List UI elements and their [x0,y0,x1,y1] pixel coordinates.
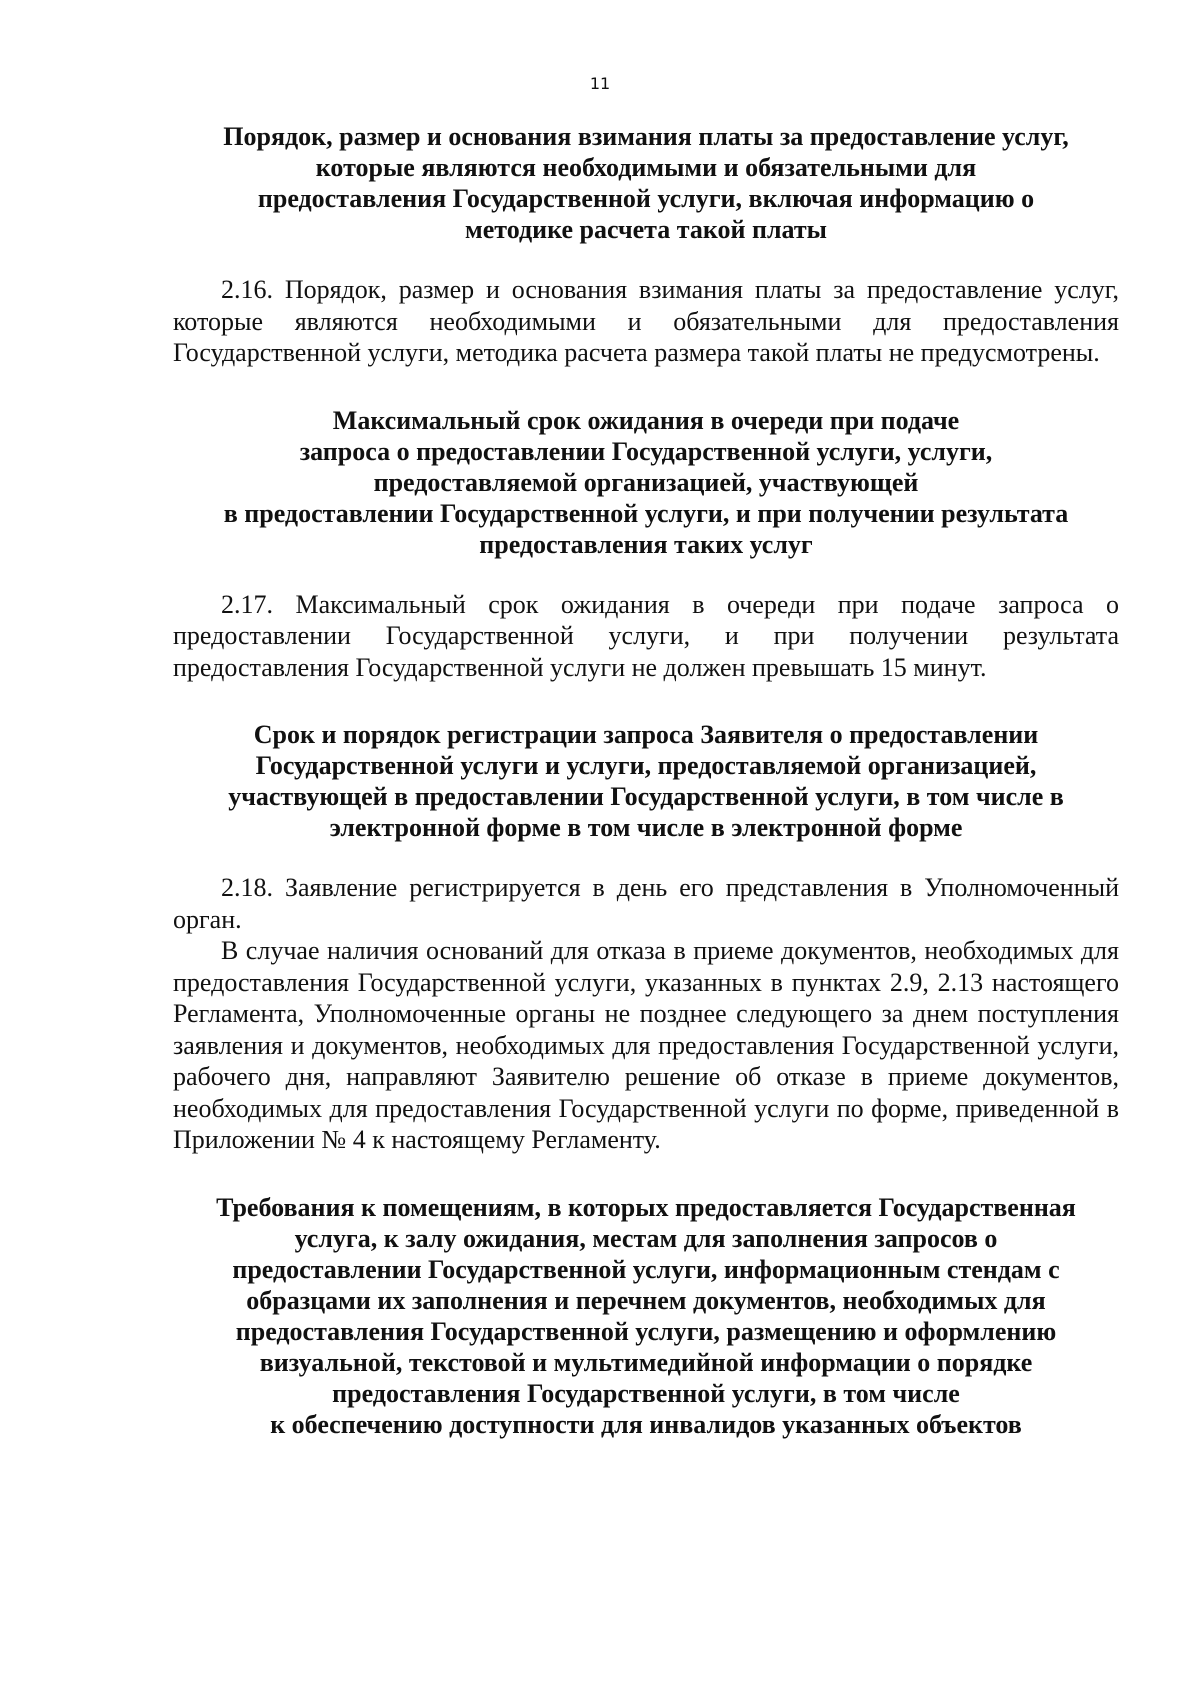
heading-line: Максимальный срок ожидания в очереди при подаче [332,405,960,435]
heading-line: Требования к помещениям, в которых предоставляется Государственная [216,1192,1076,1222]
heading-line: электронной форме в том числе в электронной форме [329,813,963,842]
heading-line: предоставлении Государственной услуги, информационным стендам с [232,1254,1060,1284]
heading-line: предоставления таких услуг [479,529,813,559]
page-content [173,121,1119,1440]
page-number: 11 [589,74,611,93]
heading-line: предоставляемой организацией, участвующей [373,467,919,497]
paragraph-2-16: 2.16. Порядок, размер и основания взимания платы за предоставление услуг, которые являются необходимыми и обязательными для предоставления Государственной услуги, методика расчета размера такой платы не предусмотрены. [173,275,1119,367]
heading-line: участвующей в предоставлении Государственной услуги, в том числе в [228,782,1064,811]
heading-line: в предоставлении Государственной услуги, и при получении результата [223,498,1069,528]
paragraph-refusal: В случае наличия оснований для отказа в приеме документов, необходимых для предоставления Государственной услуги, указанных в пунктах 2.9, 2.13 настоящего Регламента, Уполномоченные органы не позднее следующего за днем поступления заявления и документов, необходимых для предоставления Государственной услуги, рабочего дня, направляют Заявителю решение об отказе в приеме документов, необходимых для предоставления Государственной услуги по форме, приведенной в Приложении № 4 к настоящему Регламенту. [173,936,1119,1154]
heading-line: Государственной услуги и услуги, предоставляемой организацией, [255,751,1037,780]
heading-line: услуга, к залу ожидания, местам для заполнения запросов о [294,1223,998,1253]
heading-line: образцами их заполнения и перечнем документов, необходимых для [246,1285,1046,1315]
heading-line: предоставления Государственной услуги, в том числе [332,1378,960,1408]
section-heading-waiting-time [173,405,1119,560]
section-heading-fee [173,121,1119,245]
heading-line: Срок и порядок регистрации запроса Заявителя о предоставлении [253,720,1039,749]
section-heading-premises-requirements [173,1192,1119,1440]
heading-line: Порядок, размер и основания взимания платы за предоставление услуг, [223,122,1069,151]
heading-line: к обеспечению доступности для инвалидов указанных объектов [270,1409,1022,1439]
heading-line: запроса о предоставлении Государственной услуги, услуги, [299,436,993,466]
paragraph-2-18: 2.18. Заявление регистрируется в день его представления в Уполномоченный орган. [173,873,1119,934]
heading-line: которые являются необходимыми и обязательными для [315,153,977,182]
section-heading-registration [173,719,1119,843]
heading-line: методике расчета такой платы [465,215,827,244]
paragraph-2-17: 2.17. Максимальный срок ожидания в очереди при подаче запроса о предоставлении Государственной услуги, и при получении результата предоставления Государственной услуги не должен превышать 15 минут. [173,589,1119,682]
heading-line: предоставления Государственной услуги, размещению и оформлению [235,1316,1057,1346]
heading-line: предоставления Государственной услуги, включая информацию о [257,184,1035,213]
heading-line: визуальной, текстовой и мультимедийной информации о порядке [259,1347,1033,1377]
